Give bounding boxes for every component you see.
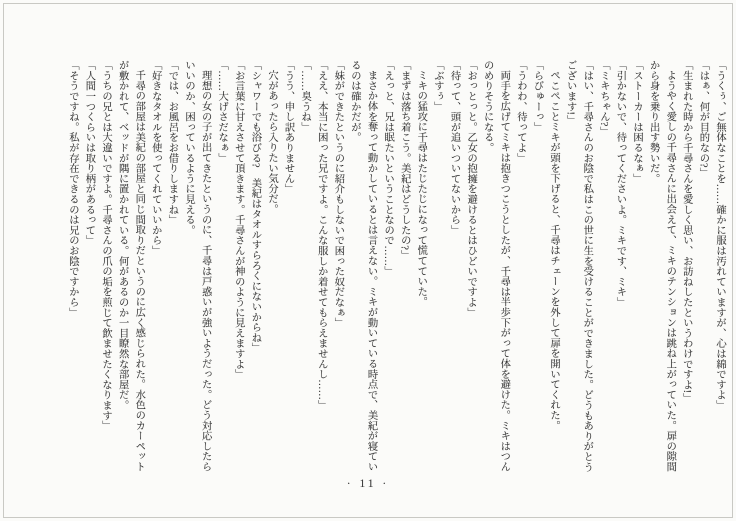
paragraph: 「人間一つくらいは取り柄があるって」 — [83, 60, 95, 246]
paragraph: 「好きなタオルを使ってくれていいから」 — [149, 60, 161, 256]
paragraph: 「うう、申し訳ありません」 — [282, 60, 294, 194]
paragraph: 「らびゅーっ」 — [531, 60, 543, 133]
paragraph: 「そうですね。私が存在できるのは兄のお陰ですから」 — [66, 60, 78, 318]
paragraph: 「ええ、本当に困った兄ですよ。こんな服しか着せてもらえませんし……」 — [315, 60, 327, 411]
paragraph: 「……大げさだなぁ」 — [216, 60, 228, 163]
text-block — [61, 60, 727, 474]
paragraph: 「うちの兄とは大違いですよ。千尋さんの爪の垢を煎じて飲ませたくなります」 — [100, 60, 112, 431]
paragraph: 両手を広げてミキは抱きつこうとしたが、千尋は半歩下がって体を避けた。ミキはつんのめりそうになる。 — [481, 60, 510, 472]
paragraph: 「生まれた時から千尋さんを愛しく思い、お訪ねしたというわけですよ!」 — [680, 60, 692, 404]
paragraph: 「うくぅ、ご無体なことを……確かに服は汚れていますが、心は綿ですよ」 — [714, 60, 725, 411]
paragraph: 千尋の部屋は美紀の部屋と同じ間取りだというのに広く感じられた。水色のカーペットが敷かれて、ベッドが隅に置かれている。何があるのか一目瞭然な部屋だ。 — [116, 60, 145, 472]
paragraph: 「引かないで、待ってくださいよ。ミキです、ミキ」 — [614, 60, 626, 308]
paragraph: 「……臭うね」 — [299, 60, 311, 133]
paragraph: まさか体を奪って動かしているとは言えない。ミキが動いている時点で、美紀が寝ているのは確かだが。 — [348, 60, 377, 472]
paragraph: 「はい、千尋さんのお陰で私はこの世に生を受けることができました。どうもありがとうございます!」 — [564, 60, 593, 472]
paragraph: 「まずは落ち着こう。美紀はどうしたの?」 — [398, 60, 410, 261]
paragraph: 「シャワーでも浴びる? 美紀はタオルすらろくにないからね」 — [249, 60, 261, 353]
paragraph: 「ぶすぅ」 — [431, 60, 443, 112]
paragraph: 「待って、頭が追いついてないから」 — [448, 60, 460, 236]
paragraph: 「ストーカーは困るなぁ」 — [631, 60, 643, 184]
paragraph: 「はぁ、何が目的なの?」 — [697, 60, 709, 178]
page-number: · 11 · — [346, 478, 390, 490]
paragraph: 「では、お風呂をお借りしますね」 — [166, 60, 178, 225]
paragraph: 「妹ができたというのに紹介もしないで困った奴だなぁ」 — [332, 60, 344, 328]
paragraph: ミキの猛攻に千尋はたじたじになって慌てていた。 — [415, 70, 427, 308]
paragraph: 「ミキちゃん?」 — [597, 60, 609, 137]
paragraph: ようやく愛しの千尋さんに出会えて、ミキのテンションは跳ね上がっていた。扉の隙間から身を乗り出す勢いだ。 — [647, 60, 676, 472]
paragraph: ぺこぺことミキが頭を下げると、千尋はチェーンを外して扉を開いてくれた。 — [548, 70, 560, 431]
paragraph: 「うわわ、待ってよ」 — [514, 60, 526, 163]
paragraph: 「お言葉に甘えさせて頂きます。千尋さんが神のように見えますよ」 — [232, 60, 244, 380]
paragraph: 「えっと、兄は眠たいということなので……」 — [382, 60, 394, 277]
paragraph: 穴があったら入りたい気分だ。 — [265, 70, 277, 215]
paragraph: 「おっとっと。乙女の抱擁を避けるとはひどいですよ」 — [465, 60, 477, 318]
paragraph: 理想の女の子が出てきたというのに、千尋は戸惑いが強いようだった。どう対応したらいいのか、困っているように見える。 — [183, 60, 211, 472]
